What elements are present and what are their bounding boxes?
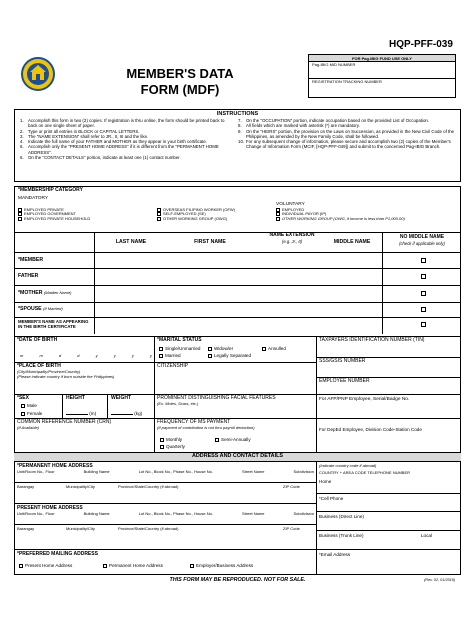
marital-annulled[interactable]: Annulled	[262, 346, 286, 351]
marital-married[interactable]: Married	[159, 353, 181, 358]
instruction-item: 7. On the "OCCUPATION" portion, indicate occupation based on the provided List of Occupation.	[238, 118, 430, 123]
no-middle-checkbox-father[interactable]	[421, 274, 426, 279]
checkbox-icon	[103, 564, 107, 568]
present-city: Municipality/City	[66, 526, 95, 531]
local-label: Local	[421, 533, 432, 538]
footer-rev: (Rev. 02, 01/2015)	[424, 578, 456, 582]
present-line1: Unit/Room No., Floor Building Name Lot No., Block No., Phase No., House No. Street Name Subdivision	[17, 511, 314, 516]
mid-label: Pag-IBIG MID NUMBER	[312, 62, 356, 67]
instruction-item: 8. All fields which are marked with asterisk (*) are mandatory.	[238, 123, 360, 129]
checkbox-icon	[215, 438, 219, 442]
no-middle-checkbox-mother[interactable]	[421, 291, 426, 296]
membership-col1	[18, 208, 90, 221]
membership-option[interactable]: EMPLOYED GOVERNMENT	[18, 212, 90, 216]
checkbox-icon	[159, 347, 163, 351]
membership-option[interactable]: OVERSEAS FILIPINO WORKER (OFW)	[157, 208, 235, 212]
instruction-item: 6. On the "CONTACT DETAILS" portion, indicate at least one (1) contact number.	[20, 155, 181, 161]
weight-field[interactable]: (kg)	[111, 411, 142, 416]
checkbox-icon	[160, 438, 164, 442]
mandatory-label: MANDATORY	[18, 196, 49, 201]
col-no-middle: NO MIDDLE NAME (check if applicable only)	[399, 234, 445, 246]
deped-label: For DepEd Employee, Division Code-Station Code	[319, 427, 422, 432]
checkbox-icon	[157, 212, 161, 216]
employee-number-label: EMPLOYEE NUMBER	[319, 378, 370, 384]
checkbox-icon	[208, 354, 212, 358]
freq-semiannual[interactable]: Semi-Annually	[215, 437, 251, 442]
marital-single[interactable]: Single/Unmarried	[159, 346, 201, 351]
instructions-title: INSTRUCTIONS	[216, 111, 259, 117]
logo-seal-icon	[21, 57, 55, 91]
contact-format: COUNTRY + AREA CODE TELEPHONE NUMBER	[319, 470, 411, 475]
form-code: HQP-PFF-039	[389, 39, 453, 50]
contact-note: (Indicate country code if abroad)	[319, 463, 377, 468]
height-field[interactable]: (m)	[66, 411, 96, 416]
instructions-left	[20, 118, 230, 160]
height-label: HEIGHT	[66, 395, 85, 401]
row-spouse: *SPOUSE (If Married)	[18, 306, 63, 312]
mailing-permanent[interactable]: Permanent Home Address	[103, 563, 163, 568]
marital-label: *MARITAL STATUS	[157, 337, 202, 343]
instructions-box	[14, 109, 461, 182]
instruction-item: 1. Accomplish this form in two (2) copies. If registration is thru online, the form should be printed back to back on one single sheet of paper.	[20, 118, 225, 129]
checkbox-icon	[157, 217, 161, 221]
col-name-ext: NAME EXTENSION (e.g. Jr., II)	[269, 232, 315, 244]
freq-quarterly[interactable]: Quarterly	[160, 444, 185, 449]
marital-widow[interactable]: Widow/er	[208, 346, 233, 351]
facial-label: PROMINENT DISTINGUISHING FACIAL FEATURES	[157, 395, 276, 401]
checkbox-icon	[160, 445, 164, 449]
instruction-item: 10. For any subsequent change of information, please secure and accomplish two (2) copies of the Member's Change of Information Form (MCIF, [HQP-PFF-049]) and submit to the concerned Pag-IBIG Branch.	[238, 139, 451, 150]
checkbox-icon	[262, 347, 266, 351]
present-address-label: PRESENT HOME ADDRESS	[17, 505, 83, 511]
membership-option[interactable]: EMPLOYED PRIVATE HOUSEHOLD	[18, 217, 90, 221]
instruction-item: 2. Type or print all entries in BLOCK or CAPITAL LETTERS.	[20, 128, 140, 134]
row-mother: *MOTHER (Maiden Name)	[18, 290, 72, 296]
checkbox-icon	[18, 208, 22, 212]
checkbox-icon	[276, 208, 280, 212]
present-barangay: Barangay	[17, 526, 35, 531]
freq-label: FREQUENCY OF MS PAYMENT	[157, 419, 231, 425]
sex-label: *SEX	[17, 395, 29, 401]
citizenship-label: CITIZENSHIP	[157, 363, 189, 369]
marital-separated[interactable]: Legally Separated	[208, 353, 251, 358]
mailing-present[interactable]: Present Home Address	[19, 563, 72, 568]
instruction-item: 4. Indicate the full name of your FATHER and MOTHER as they appear in your birth certificate.	[20, 139, 208, 145]
perm-barangay: Barangay	[17, 484, 35, 489]
checkbox-icon	[190, 564, 194, 568]
col-middle-name: MIDDLE NAME	[333, 239, 371, 245]
pob-label: *PLACE OF BIRTH	[17, 363, 61, 369]
weight-label: WEIGHT	[111, 395, 131, 401]
dob-label: *DATE OF BIRTH	[17, 337, 58, 343]
sex-female[interactable]: Female	[21, 411, 42, 416]
address-title: ADDRESS AND CONTACT DETAILS	[192, 453, 283, 459]
checkbox-icon	[18, 212, 22, 216]
checkbox-icon	[21, 412, 25, 416]
form-title-line2: FORM (MDF)	[140, 82, 220, 97]
facial-eg: (Ex. Moles, Scars, etc.)	[157, 401, 199, 406]
membership-option[interactable]: OTHER WORKING GROUP (OWG)	[157, 217, 235, 221]
membership-option[interactable]: EMPLOYED PRIVATE	[18, 208, 90, 212]
rtn-label: REGISTRATION TRACKING NUMBER	[312, 79, 382, 84]
instruction-item: 9. On the "HEIRS" portion, the provision on the Laws on Succession, as provided in the New Civil Code of the Philippines, as amended by the New Family Code, shall be followed.	[238, 128, 455, 139]
no-middle-checkbox-member[interactable]	[421, 258, 426, 263]
home-phone-label: Home	[319, 479, 332, 484]
fund-use-box	[308, 54, 456, 98]
pob-sub: (City/Municipality/Province/Country)	[17, 369, 81, 374]
present-province: Province/State/Country (if abroad)	[118, 526, 179, 531]
freq-sub: (If payment of contribution is not thru payroll deduction)	[157, 425, 255, 430]
checkbox-icon	[159, 354, 163, 358]
membership-option[interactable]: INDIVIDUAL PAYOR (IP)	[276, 212, 405, 216]
checkbox-icon	[208, 347, 212, 351]
perm-city: Municipality/City	[66, 484, 95, 489]
checkbox-icon	[157, 208, 161, 212]
instructions-right	[238, 118, 456, 150]
membership-col2	[157, 208, 235, 221]
col-first-name: FIRST NAME	[194, 239, 226, 245]
perm-line1: Unit/Room No., Floor Building Name Lot No., Block No., Phase No., House No. Street Name Subdivision	[17, 469, 314, 474]
pagibig-logo	[21, 57, 55, 91]
membership-option[interactable]: OTHER WORKING GROUP (OWG, if income is less than P1,000.00)	[276, 217, 405, 221]
crn-label: COMMON REFERENCE NUMBER (CRN)	[17, 419, 112, 425]
tin-label: TAXPAYERS IDENTIFICATION NUMBER (TIN)	[319, 337, 425, 343]
email-label: *Email Address	[319, 552, 351, 557]
instruction-item: 5. Accomplish only the "PRESENT HOME ADDRESS" if it is different from the "PERMANENT HOME ADDRESS".	[20, 144, 219, 155]
membership-option[interactable]: EMPLOYED	[276, 208, 405, 212]
present-zip: ZIP Code	[283, 526, 300, 531]
checkbox-icon	[276, 217, 280, 221]
form-title-line1: MEMBER'S DATA	[126, 66, 234, 81]
fund-use-label: FOR Pag-IBIG FUND USE ONLY	[309, 55, 455, 62]
dob-format: m m d d y y y y	[20, 353, 152, 358]
checkbox-icon	[18, 217, 22, 221]
sss-label: SSS/GSIS NUMBER	[319, 358, 366, 364]
membership-title: *MEMBERSHIP CATEGORY	[18, 187, 83, 193]
no-middle-checkbox-spouse[interactable]	[421, 307, 426, 312]
business-direct-label: Business (Direct Line)	[319, 514, 364, 519]
row-father: FATHER	[18, 273, 39, 279]
cell-phone-label: *Cell Phone	[319, 496, 344, 501]
membership-option[interactable]: SELF-EMPLOYED (SE)	[157, 212, 235, 216]
membership-col3	[276, 208, 405, 221]
business-trunk-label: Business (Trunk Line)	[319, 533, 364, 538]
pob-note: (Please indicate country if born outside the Philippines)	[17, 374, 115, 379]
no-middle-checkbox-birth-cert[interactable]	[421, 322, 426, 327]
row-member: *MEMBER	[18, 257, 44, 263]
mailing-employer[interactable]: Employer/Business Address	[190, 563, 253, 568]
col-last-name: LAST NAME	[115, 239, 147, 245]
instruction-item: 3. The "NAME EXTENSION" shall refer to JR., II, III and the like.	[20, 133, 149, 139]
checkbox-icon	[19, 564, 23, 568]
voluntary-label: VOLUNTARY	[276, 202, 305, 207]
perm-address-label: *PERMANENT HOME ADDRESS	[17, 463, 93, 469]
mailing-label: *PREFERRED MAILING ADDRESS	[17, 551, 98, 557]
afp-label: For AFP/PNP Employee, Serial/Badge No.	[319, 397, 410, 402]
checkbox-icon	[21, 404, 25, 408]
footer-note: THIS FORM MAY BE REPRODUCED. NOT FOR SALE.	[169, 577, 306, 583]
crn-sub: (If Available)	[17, 425, 40, 430]
sex-male[interactable]: Male	[21, 403, 37, 408]
perm-province: Province/State/Country (if abroad)	[118, 484, 179, 489]
perm-zip: ZIP Code	[283, 484, 300, 489]
row-birth-cert: MEMBER'S NAME AS APPEARING IN THE BIRTH CERTIFICATE	[18, 319, 89, 329]
checkbox-icon	[276, 212, 280, 216]
freq-monthly[interactable]: Monthly	[160, 437, 182, 442]
